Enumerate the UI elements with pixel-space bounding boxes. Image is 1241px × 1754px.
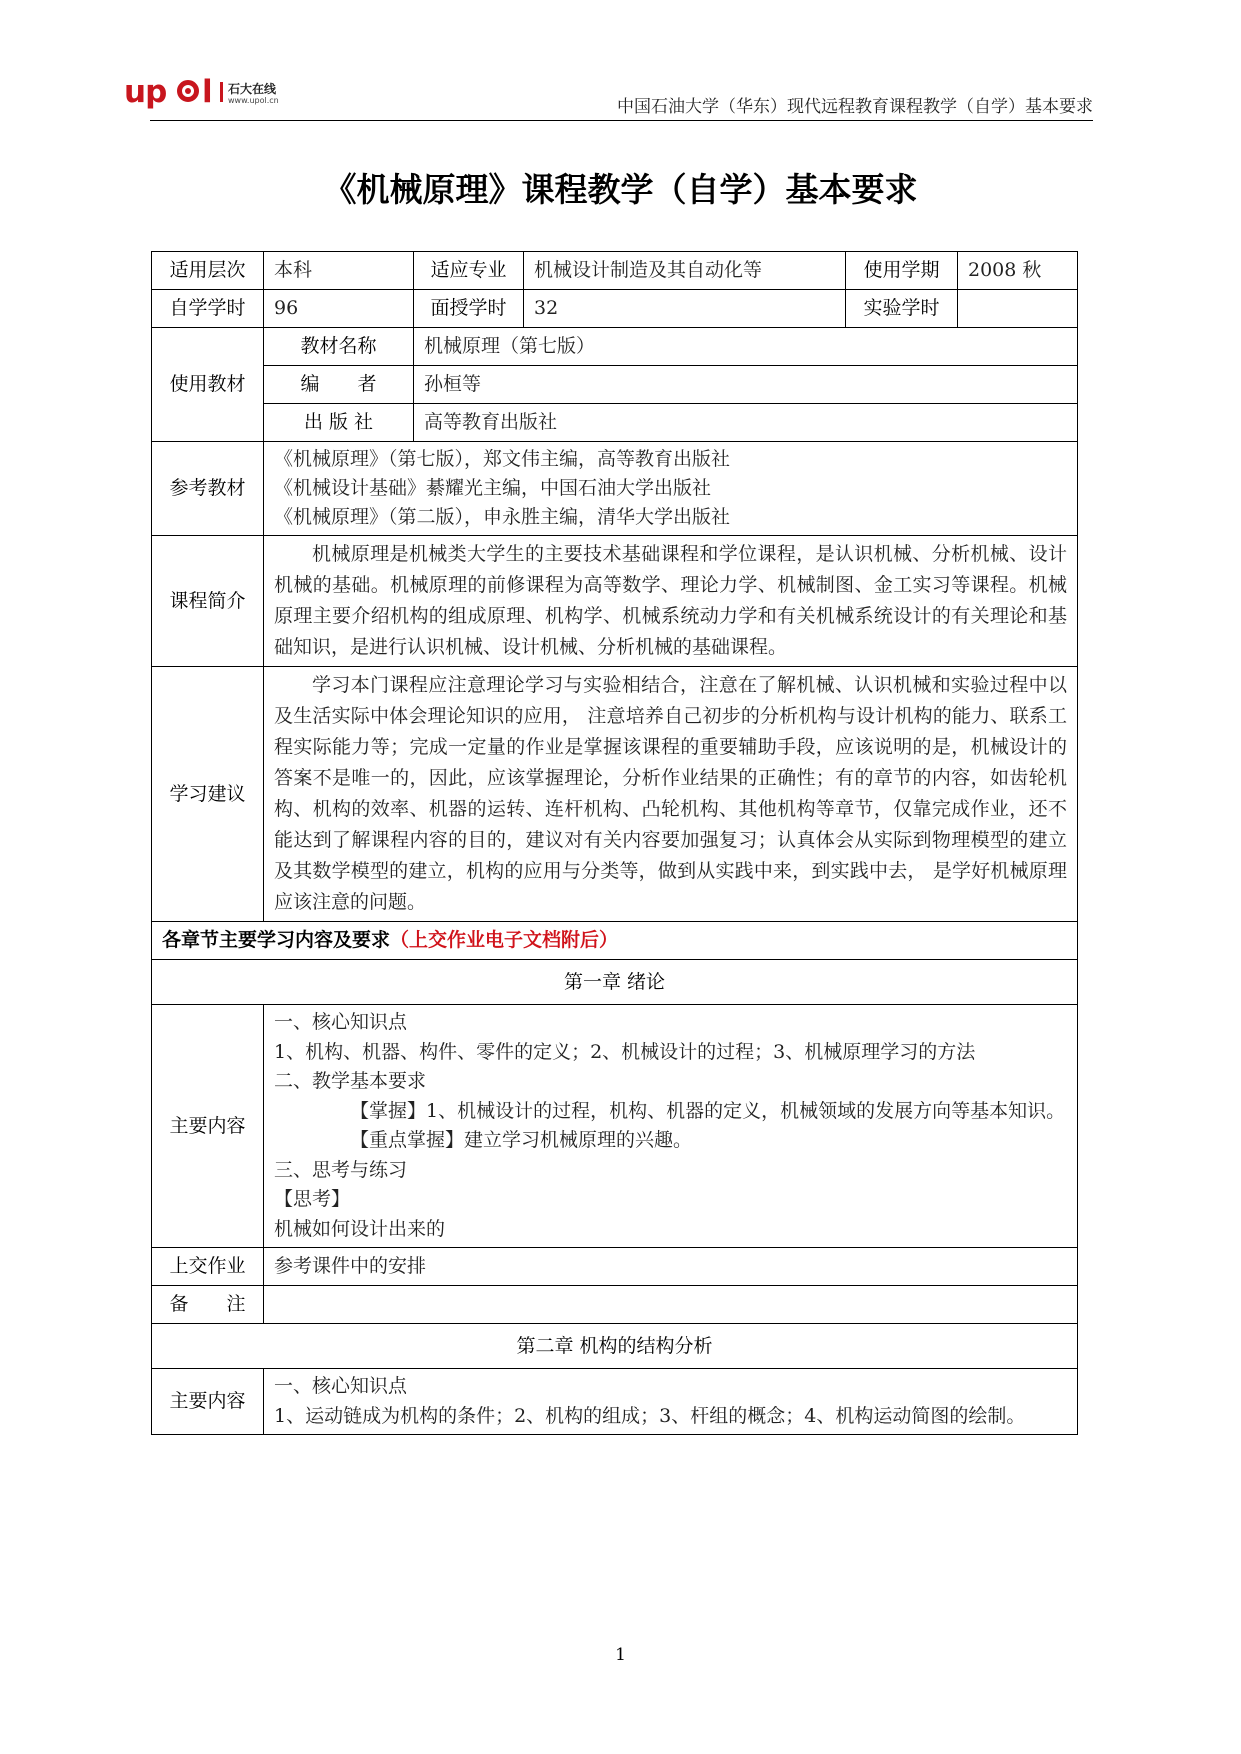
term-label: 使用学期 [846, 252, 958, 290]
chapter1-think-question: 机械如何设计出来的 [274, 1217, 446, 1240]
chapter1-homework-value: 参考课件中的安排 [264, 1248, 1078, 1286]
textbook-publisher-value: 高等教育出版社 [414, 404, 1078, 442]
chapter1-heading-3: 三、思考与练习 [274, 1158, 408, 1181]
chapter1-content-label: 主要内容 [152, 1005, 264, 1248]
chapter1-remarks-value [264, 1286, 1078, 1324]
chapter1-title-row [152, 960, 1078, 1005]
chapter1-key-master: 【重点掌握】建立学习机械原理的兴趣。 [350, 1129, 693, 1151]
logo-up-text: up [124, 74, 167, 110]
chapter2-heading-1: 一、核心知识点 [274, 1375, 408, 1397]
self-hours-value: 96 [264, 290, 414, 328]
section-heading-note: （上交作业电子文档附后） [390, 929, 619, 951]
self-hours-label: 自学学时 [152, 290, 264, 328]
course-requirements-table [151, 251, 1078, 1435]
references-list [264, 442, 1078, 536]
header-rule [150, 120, 1093, 121]
lab-hours-value [958, 290, 1078, 328]
document-title: 《机械原理》课程教学（自学）基本要求 [323, 170, 918, 209]
major-label: 适应专业 [414, 252, 524, 290]
upol-logo [124, 76, 304, 110]
lecture-hours-value: 32 [524, 290, 846, 328]
info-row-1 [152, 252, 1078, 290]
level-value: 本科 [264, 252, 414, 290]
intro-label: 课程简介 [152, 536, 264, 667]
references-row [152, 442, 1078, 536]
chapter2-title: 第二章 机构的结构分析 [152, 1324, 1078, 1369]
textbook-name-value: 机械原理（第七版） [414, 328, 1078, 366]
advice-label: 学习建议 [152, 667, 264, 922]
textbook-row-author [152, 366, 1078, 404]
textbook-name-label: 教材名称 [264, 328, 414, 366]
chapter2-content-label: 主要内容 [152, 1369, 264, 1435]
references-label: 参考教材 [152, 442, 264, 536]
term-value: 2008 秋 [958, 252, 1078, 290]
chapter1-title: 第一章 绪论 [152, 960, 1078, 1005]
chapter1-content [264, 1005, 1078, 1248]
chapter2-content-row [152, 1369, 1078, 1435]
logo-l-text: l [202, 74, 213, 110]
textbook-row-name [152, 328, 1078, 366]
chapter2-content [264, 1369, 1078, 1435]
textbook-author-value: 孙桓等 [414, 366, 1078, 404]
major-value: 机械设计制造及其自动化等 [524, 252, 846, 290]
intro-row [152, 536, 1078, 667]
section-heading-main: 各章节主要学习内容及要求 [162, 929, 391, 951]
chapter1-homework-label: 上交作业 [152, 1248, 264, 1286]
chapter1-homework-row [152, 1248, 1078, 1286]
section-heading-row [152, 922, 1078, 960]
chapter1-master: 【掌握】1、机械设计的过程，机构、机器的定义，机械领域的发展方向等基本知识。 [350, 1099, 1066, 1122]
chapter1-heading-2: 二、教学基本要求 [274, 1070, 427, 1092]
chapter2-title-row [152, 1324, 1078, 1369]
logo-cn-text: 石大在线 [228, 82, 277, 96]
logo-url-text: www.upol.cn [228, 96, 279, 105]
reference-item: 《机械原理》（第七版），郑文伟主编，高等教育出版社 [274, 448, 731, 470]
header-title: 中国石油大学（华东）现代远程教育课程教学（自学）基本要求 [617, 97, 1093, 117]
lecture-hours-label: 面授学时 [414, 290, 524, 328]
textbook-publisher-label: 出 版 社 [264, 404, 414, 442]
level-label: 适用层次 [152, 252, 264, 290]
logo-separator [220, 82, 223, 102]
textbook-author-label: 编 者 [264, 366, 414, 404]
reference-item: 《机械原理》（第二版），申永胜主编，清华大学出版社 [274, 506, 731, 528]
textbook-label: 使用教材 [152, 328, 264, 442]
chapter2-points: 1、运动链成为机构的条件；2、机构的组成；3、杆组的概念；4、机构运动简图的绘制。 [274, 1404, 1026, 1427]
lab-hours-label: 实验学时 [846, 290, 958, 328]
logo-ring-icon [177, 80, 199, 102]
textbook-row-publisher [152, 404, 1078, 442]
chapter1-remarks-label: 备 注 [152, 1286, 264, 1324]
chapter1-remarks-row [152, 1286, 1078, 1324]
section-heading [152, 922, 1078, 960]
advice-row [152, 667, 1078, 922]
reference-item: 《机械设计基础》綦耀光主编，中国石油大学出版社 [274, 477, 712, 499]
chapter1-content-row [152, 1005, 1078, 1248]
chapter1-points: 1、机构、机器、构件、零件的定义；2、机械设计的过程；3、机械原理学习的方法 [274, 1040, 976, 1063]
chapter1-think-label: 【思考】 [274, 1188, 351, 1210]
intro-text: 机械原理是机械类大学生的主要技术基础课程和学位课程，是认识机械、分析机械、设计机械的基础。机械原理的前修课程为高等数学、理论力学、机械制图、金工实习等课程。机械原理主要介绍机构的组成原理、机构学、机械系统动力学和有关机械系统设计的有关理论和基础知识，是进行认识机械、设计机械、分析机械的基础课程。 [264, 536, 1078, 667]
info-row-2 [152, 290, 1078, 328]
chapter1-heading-1: 一、核心知识点 [274, 1011, 408, 1033]
page-number: 1 [615, 1645, 626, 1665]
advice-text: 学习本门课程应注意理论学习与实验相结合，注意在了解机械、认识机械和实验过程中以及生活实际中体会理论知识的应用， 注意培养自己初步的分析机构与设计机构的能力、联系工程实际能力等；完成一定量的作业是掌握该课程的重要辅助手段，应该说明的是，机械设计的答案不是唯一的，因此，应该掌握理论，分析作业结果的正确性；有的章节的内容，如齿轮机构、机构的效率、机器的运转、连杆机构、凸轮机构、其他机构等章节，仅靠完成作业，还不能达到了解课程内容的目的，建议对有关内容要加强复习；认真体会从实际到物理模型的建立及其数学模型的建立，机构的应用与分类等，做到从实践中来，到实践中去， 是学好机械原理应该注意的问题。 [264, 667, 1078, 922]
